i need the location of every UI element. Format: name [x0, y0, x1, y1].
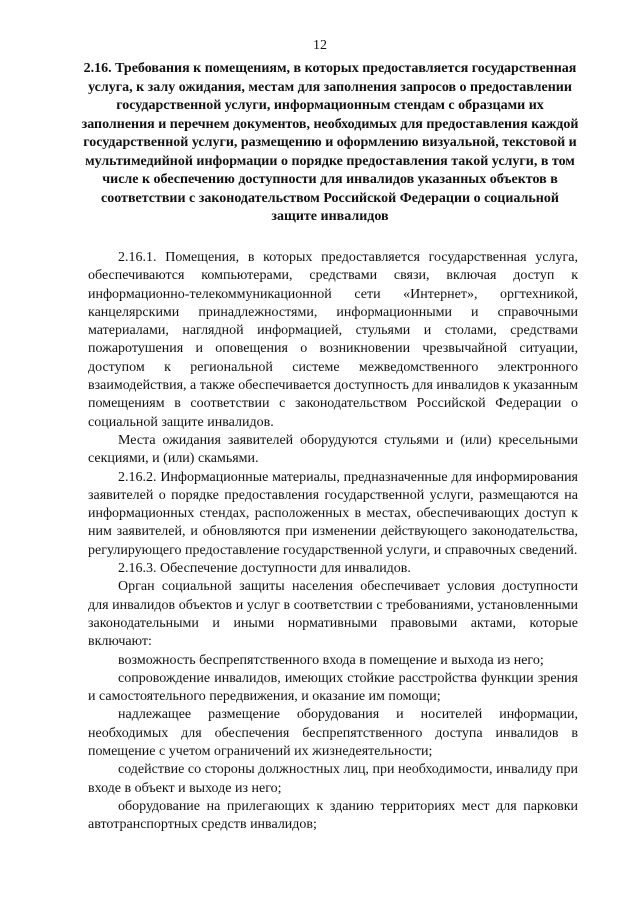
list-item: содействие со стороны должностных лиц, при необходимости, инвалиду при входе в объект и выходе из него;: [88, 762, 578, 796]
list-item: оборудование на прилегающих к зданию территориях мест для парковки автотранспортных средств инвалидов;: [88, 798, 578, 833]
paragraph: Орган социальной защиты населения обеспечивает условия доступности для инвалидов объектов и услуг в соответствии с требованиями, установленными законодательными и иными нормативными правовыми актами, которые включают:: [88, 579, 578, 650]
section-heading: 2.16. Требования к помещениям, в которых предоставляется государственная услуга, к залу ожидания, местам для заполнения запросов о предоставлении государственной услуги, информационным стендам с образцами их заполнения и перечнем документов, необходимых для предоставления каждой государственной услуги, размещению и оформлению визуальной, текстовой и мультимедийной информации о порядке предоставления такой услуги, в том числе к обеспечению доступности для инвалидов указанных объектов в соответствии с законодательством Российской Федерации о социальной защите инвалидов: [81, 61, 579, 224]
paragraph: Места ожидания заявителей оборудуются стульями и (или) кресельными секциями, и (или) скамьями.: [88, 432, 578, 467]
list-item: сопровождение инвалидов, имеющих стойкие расстройства функции зрения и самостоятельного передвижения, и оказание им помощи;: [88, 670, 578, 705]
list-item: возможность беспрепятственного входа в помещение и выхода из него;: [118, 652, 544, 668]
paragraph: 2.16.1. Помещения, в которых предоставляется государственная услуга, обеспечиваются компьютерами, средствами связи, включая доступ к информационно-телекоммуникационной сети «Интернет», оргтехникой, канцелярскими принадлежностями, информационными и справочными материалами, наглядной информацией, стульями и столами, средствами пожаротушения и оповещения о возникновении чрезвычайной ситуации, доступом к региональной системе межведомственного электронного взаимодействия, а также обеспечивается доступность для инвалидов к указанным помещениям в соответствии с законодательством Российской Федерации о социальной защите инвалидов.: [88, 250, 578, 430]
page-number: 12: [313, 38, 327, 53]
list-item: надлежащее размещение оборудования и носителей информации, необходимых для обеспечения беспрепятственного доступа инвалидов в помещение с учетом ограничений их жизнедеятельности;: [88, 707, 578, 760]
document-body: [88, 249, 578, 835]
paragraph: 2.16.3. Обеспечение доступности для инвалидов.: [118, 561, 411, 577]
paragraph: 2.16.2. Информационные материалы, предназначенные для информирования заявителей о порядке предоставления государственной услуги, размещаются на информационных стендах, расположенных в местах, обеспечивающих доступ к ним заявителей, и обновляются при изменении действующего законодательства, регулирующего предоставление государственной услуги, и справочных сведений.: [88, 469, 578, 558]
